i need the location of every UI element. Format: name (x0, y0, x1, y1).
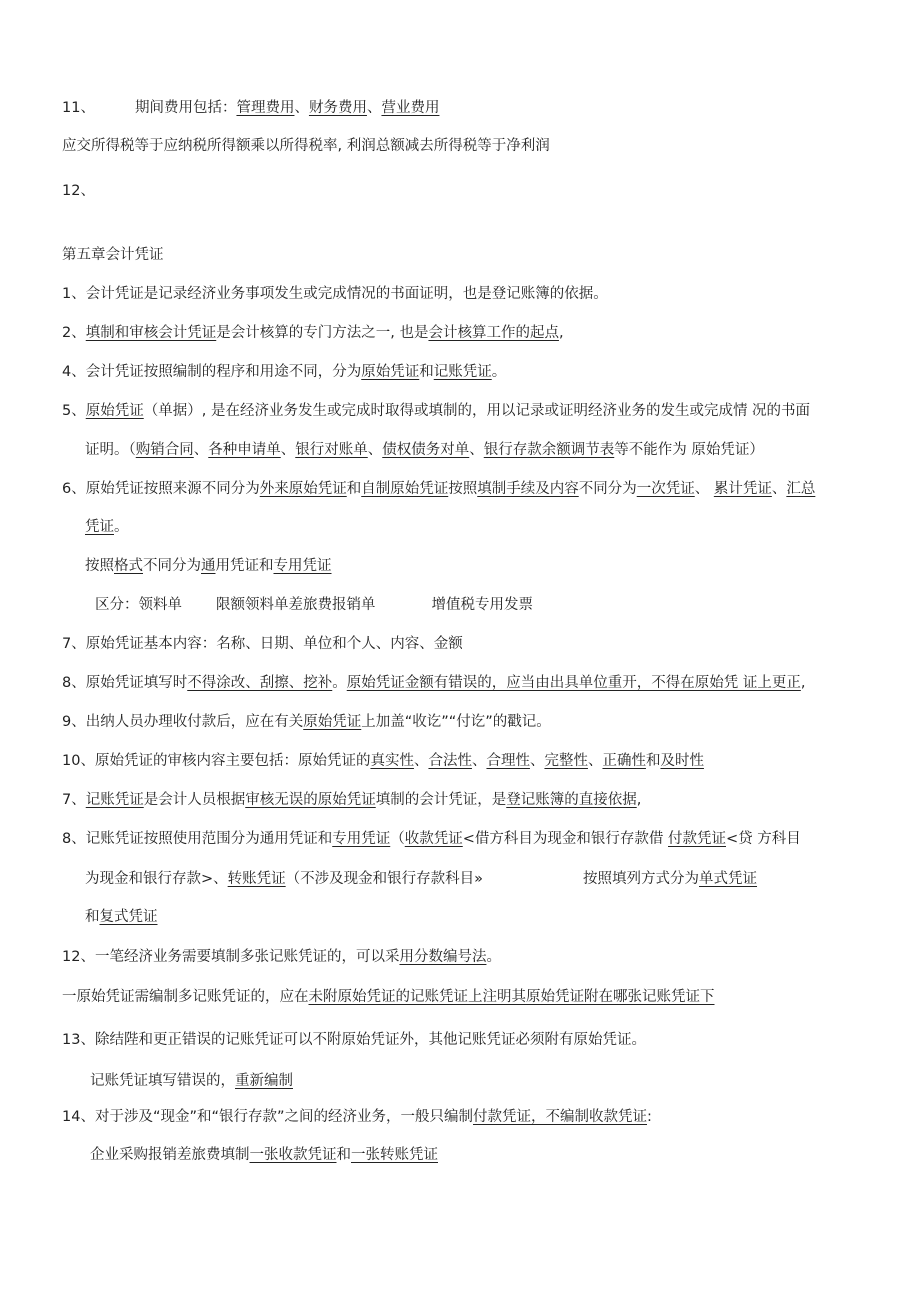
item-5: 5、原始凭证（单据）, 是在经济业务发生或完成时取得或填制的，用以记录或证明经济业务的发生或完成情 况的书面 (62, 403, 811, 419)
item-12b: 12、一笔经济业务需要填制多张记账凭证的，可以采用分数编号法。 (62, 949, 501, 965)
item-6: 6、原始凭证按照来源不同分为外来原始凭证和自制原始凭证按照填制手续及内容不同分为一次凭证、 累计凭证、汇总 (62, 481, 816, 497)
item-5-cont: 证明。（购销合同、各种申请单、银行对账单、债权债务对单、银行存款余额调节表等不能作为 原始凭证） (85, 442, 764, 458)
line-income-tax: 应交所得税等于应纳税所得额乘以所得税率, 利润总额减去所得税等于净利润 (62, 138, 550, 154)
item-2: 2、填制和审核会计凭证是会计核算的专门方法之一, 也是会计核算工作的起点, (62, 325, 564, 341)
multi-voucher-note: 一原始凭证需编制多记账凭证的，应在未附原始凭证的记账凭证上注明其原始凭证附在哪张记账凭证下 (62, 989, 715, 1005)
item-9: 9、出纳人员办理收付款后，应在有关原始凭证上加盖“收讫”“付讫”的戳记。 (62, 714, 551, 730)
item-13: 13、除结陛和更正错误的记账凭证可以不附原始凭证外，其他记账凭证必须附有原始凭证。 (62, 1032, 646, 1048)
item-8b: 8、记账凭证按照使用范围分为通用凭证和专用凭证（收款凭证<借方科目为现金和银行存款借 付款凭证<贷 方科目 (62, 831, 801, 847)
item-13-note: 记账凭证填写错误的，重新编制 (90, 1073, 293, 1089)
line-11: 11、 期间费用包括：管理费用、财务费用、营业费用 (62, 100, 440, 116)
item-8b-cont: 为现金和银行存款>、转账凭证（不涉及现金和银行存款科目» 按照填列方式分为单式凭证 (85, 871, 758, 887)
item-1: 1、会计凭证是记录经济业务事项发生或完成情况的书面证明，也是登记账簿的依据。 (62, 286, 608, 302)
item-7: 7、原始凭证基本内容：名称、日期、单位和个人、内容、金额 (62, 636, 463, 652)
item-7b: 7、记账凭证是会计人员根据审核无误的原始凭证填制的会计凭证，是登记账簿的直接依据, (62, 792, 642, 808)
item-14: 14、对于涉及“现金”和“银行存款”之间的经济业务，一般只编制付款凭证，不编制收款凭证: (62, 1109, 652, 1125)
item-4: 4、会计凭证按照编制的程序和用途不同，分为原始凭证和记账凭证。 (62, 364, 507, 380)
item-6-format: 按照格式不同分为通用凭证和专用凭证 (85, 558, 332, 574)
item-8b-cont2: 和复式凭证 (85, 909, 158, 925)
item-8: 8、原始凭证填写时不得涂改、刮擦、挖补。原始凭证金额有错误的，应当由出具单位重开，不得在原始凭 证上更正, (62, 675, 806, 691)
chapter-heading: 第五章会计凭证 (62, 247, 164, 263)
item-10: 10、原始凭证的审核内容主要包括：原始凭证的真实性、合法性、合理性、完整性、正确性和及时性 (62, 753, 704, 769)
item-6-cont: 凭证。 (85, 519, 129, 535)
item-14-note: 企业采购报销差旅费填制一张收款凭证和一张转账凭证 (90, 1147, 438, 1163)
line-12: 12、 (62, 183, 95, 199)
distinction-line: 区分：领料单 限额领料单差旅费报销单 增值税专用发票 (95, 597, 533, 613)
